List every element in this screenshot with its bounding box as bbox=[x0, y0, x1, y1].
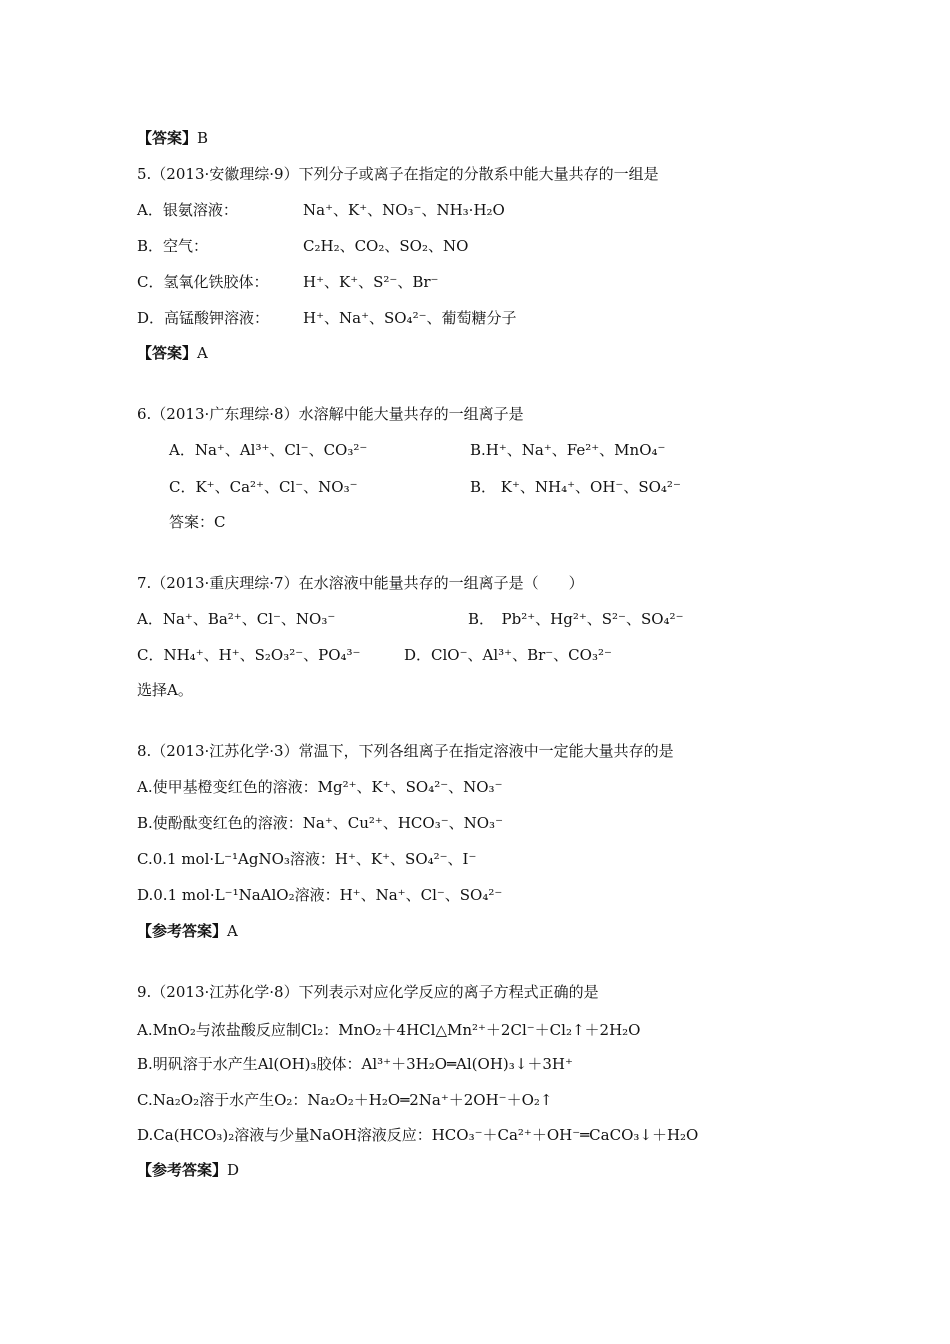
q8-option-c: C.0.1 mol·L⁻¹AgNO₃溶液：H⁺、K⁺、SO₄²⁻、I⁻ bbox=[137, 850, 477, 868]
q6-option-c: C．K⁺、Ca²⁺、Cl⁻、NO₃⁻ bbox=[169, 478, 358, 496]
q6-option-b: B.H⁺、Na⁺、Fe²⁺、MnO₄⁻ bbox=[470, 441, 666, 459]
q7-option-b: B． Pb²⁺、Hg²⁺、S²⁻、SO₄²⁻ bbox=[468, 610, 684, 628]
q5-option-b-label: B．空气： bbox=[137, 237, 209, 255]
q5-option-c-content: H⁺、K⁺、S²⁻、Br⁻ bbox=[303, 273, 439, 291]
q9-option-b: B.明矾溶于水产生Al(OH)₃胶体：Al³⁺＋3H₂O═Al(OH)₃↓＋3H⁺ bbox=[137, 1055, 573, 1073]
q5-option-a-content: Na⁺、K⁺、NO₃⁻、NH₃·H₂O bbox=[303, 201, 505, 219]
q5-option-a-label: A．银氨溶液： bbox=[137, 201, 238, 219]
answer-line: 【答案】A bbox=[137, 344, 208, 362]
question-5-stem: 5.（2013·安徽理综·9）下列分子或离子在指定的分散系中能大量共存的一组是 bbox=[137, 165, 659, 183]
answer-line: 【参考答案】A bbox=[137, 922, 238, 940]
q8-option-a: A.使甲基橙变红色的溶液：Mg²⁺、K⁺、SO₄²⁻、NO₃⁻ bbox=[137, 778, 503, 796]
q5-option-c-label: C．氢氧化铁胶体： bbox=[137, 273, 269, 291]
q5-option-d-label: D．高锰酸钾溶液： bbox=[137, 309, 270, 327]
answer-line: 【答案】B bbox=[137, 129, 209, 147]
q7-option-c: C．NH₄⁺、H⁺、S₂O₃²⁻、PO₄³⁻ bbox=[137, 646, 361, 664]
question-7-stem: 7.（2013·重庆理综·7）在水溶液中能量共存的一组离子是（ ） bbox=[137, 574, 584, 592]
q9-option-a: A.MnO₂与浓盐酸反应制Cl₂：MnO₂＋4HCl△Mn²⁺＋2Cl⁻＋Cl₂↑＋2H₂O bbox=[137, 1021, 641, 1039]
question-8-stem: 8.（2013·江苏化学·3）常温下，下列各组离子在指定溶液中一定能大量共存的是 bbox=[137, 742, 674, 760]
answer-line: 答案：C bbox=[169, 513, 226, 531]
answer-line: 选择A。 bbox=[137, 681, 193, 699]
q9-option-c: C.Na₂O₂溶于水产生O₂：Na₂O₂＋H₂O═2Na⁺＋2OH⁻＋O₂↑ bbox=[137, 1091, 553, 1109]
q9-option-d: D.Ca(HCO₃)₂溶液与少量NaOH溶液反应：HCO₃⁻＋Ca²⁺＋OH⁻═CaCO₃↓＋H₂O bbox=[137, 1126, 699, 1144]
q5-option-d-content: H⁺、Na⁺、SO₄²⁻、葡萄糖分子 bbox=[303, 309, 517, 327]
question-9-stem: 9.（2013·江苏化学·8）下列表示对应化学反应的离子方程式正确的是 bbox=[137, 983, 599, 1001]
q6-option-d: B． K⁺、NH₄⁺、OH⁻、SO₄²⁻ bbox=[470, 478, 681, 496]
q6-option-a: A．Na⁺、Al³⁺、Cl⁻、CO₃²⁻ bbox=[169, 441, 368, 459]
q5-option-b-content: C₂H₂、CO₂、SO₂、NO bbox=[303, 237, 469, 255]
q8-option-d: D.0.1 mol·L⁻¹NaAlO₂溶液：H⁺、Na⁺、Cl⁻、SO₄²⁻ bbox=[137, 886, 503, 904]
q7-option-a: A．Na⁺、Ba²⁺、Cl⁻、NO₃⁻ bbox=[137, 610, 336, 628]
question-6-stem: 6.（2013·广东理综·8）水溶解中能大量共存的一组离子是 bbox=[137, 405, 524, 423]
answer-line: 【参考答案】D bbox=[137, 1161, 240, 1179]
q7-option-d: D．ClO⁻、Al³⁺、Br⁻、CO₃²⁻ bbox=[404, 646, 612, 664]
q8-option-b: B.使酚酞变红色的溶液：Na⁺、Cu²⁺、HCO₃⁻、NO₃⁻ bbox=[137, 814, 503, 832]
